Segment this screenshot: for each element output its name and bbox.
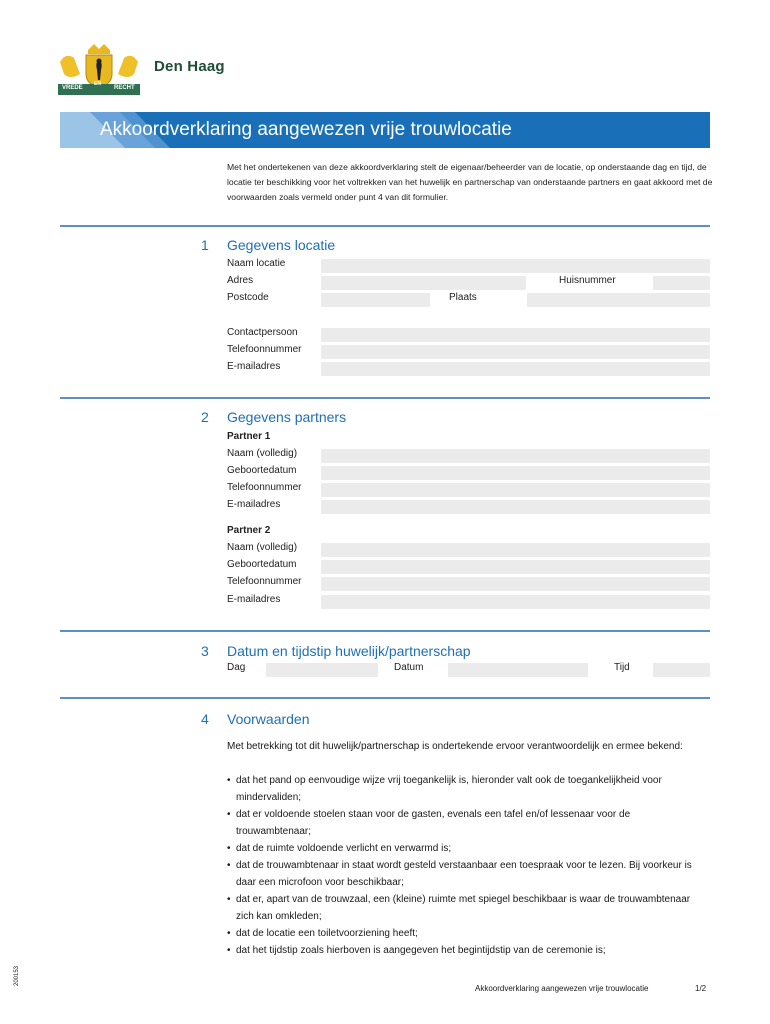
- tijd-field[interactable]: [653, 663, 710, 677]
- naam-locatie-field[interactable]: [321, 259, 710, 273]
- adres-label: Adres: [227, 275, 254, 286]
- locatie-email-field[interactable]: [321, 362, 710, 376]
- partner-2-heading: Partner 2: [227, 525, 271, 536]
- section-divider: [60, 225, 710, 227]
- partner-1-telefoon-field[interactable]: [321, 483, 710, 497]
- crest-ribbon-vrede: VREDE: [62, 85, 83, 91]
- contactpersoon-label: Contactpersoon: [227, 327, 298, 338]
- partner-2-email-label: E-mailadres: [227, 594, 281, 605]
- voorwaarden-list: [227, 772, 707, 959]
- section-3-title: Datum en tijdstip huwelijk/partnerschap: [227, 643, 471, 659]
- brand-name: Den Haag: [154, 58, 225, 75]
- section-3-number: 3: [201, 643, 209, 659]
- partner-1-telefoon-label: Telefoonnummer: [227, 482, 302, 493]
- partner-2-naam-field[interactable]: [321, 543, 710, 557]
- plaats-label: Plaats: [449, 292, 477, 303]
- partner-1-geboortedatum-label: Geboortedatum: [227, 465, 297, 476]
- locatie-email-label: E-mailadres: [227, 361, 281, 372]
- tijd-label: Tijd: [614, 662, 630, 673]
- partner-2-telefoon-field[interactable]: [321, 577, 710, 591]
- intro-text: Met het ondertekenen van deze akkoordverklaring stelt de eigenaar/beheerder van de locatie, op onderstaande dag en tijd, de locatie ter beschikking voor het voltrekken van het huwelijk en partnerschap van onderstaande partners en gaat akkoord met de voorwaarden zoals vermeld onder punt 4 van dit formulier.: [227, 162, 713, 202]
- datum-field[interactable]: [448, 663, 588, 677]
- voorwaarden-intro: Met betrekking tot dit huwelijk/partnerschap is ondertekende ervoor verantwoordelijk en ermee bekend:: [227, 741, 683, 752]
- huisnummer-field[interactable]: [653, 276, 710, 290]
- partner-2-telefoon-label: Telefoonnummer: [227, 576, 302, 587]
- page-title: Akkoordverklaring aangewezen vrije trouwlocatie: [100, 119, 512, 140]
- locatie-telefoon-label: Telefoonnummer: [227, 344, 302, 355]
- section-2-number: 2: [201, 409, 209, 425]
- postcode-label: Postcode: [227, 292, 269, 303]
- section-1-title: Gegevens locatie: [227, 237, 336, 253]
- partner-1-email-label: E-mailadres: [227, 499, 281, 510]
- document-code: 200153: [14, 965, 20, 986]
- list-item: • dat er voldoende stoelen staan voor de gasten, evenals een tafel en/of lessenaar voor de trouwambtenaar;: [227, 806, 707, 840]
- naam-locatie-label: Naam locatie: [227, 258, 286, 269]
- dag-field[interactable]: [266, 663, 378, 677]
- partner-2-naam-label: Naam (volledig): [227, 542, 298, 553]
- adres-field[interactable]: [321, 276, 526, 290]
- crest-ribbon-en: EN: [94, 81, 101, 87]
- den-haag-crest-logo: [58, 44, 140, 96]
- list-item: • dat de ruimte voldoende verlicht en verwarmd is;: [227, 840, 707, 857]
- datum-label: Datum: [394, 662, 424, 673]
- partner-1-naam-field[interactable]: [321, 449, 710, 463]
- huisnummer-label: Huisnummer: [559, 275, 616, 286]
- list-item: • dat er, apart van de trouwzaal, een (kleine) ruimte met spiegel beschikbaar is waar de trouwambtenaar zich kan omkleden;: [227, 891, 707, 925]
- section-4-number: 4: [201, 711, 209, 727]
- crest-ribbon-recht: RECHT: [114, 85, 135, 91]
- partner-2-geboortedatum-field[interactable]: [321, 560, 710, 574]
- section-divider: [60, 630, 710, 632]
- list-item: • dat de locatie een toiletvoorziening heeft;: [227, 925, 707, 942]
- section-1-number: 1: [201, 237, 209, 253]
- partner-1-naam-label: Naam (volledig): [227, 448, 298, 459]
- postcode-field[interactable]: [321, 293, 430, 307]
- list-item: • dat de trouwambtenaar in staat wordt gesteld verstaanbaar een toespraak voor te lezen. Bij voorkeur is daar een microfoon voor beschikbaar;: [227, 857, 707, 891]
- plaats-field[interactable]: [527, 293, 710, 307]
- page-number: 1/2: [695, 984, 707, 993]
- partner-2-geboortedatum-label: Geboortedatum: [227, 559, 297, 570]
- dag-label: Dag: [227, 662, 246, 673]
- partner-1-email-field[interactable]: [321, 500, 710, 514]
- partner-2-email-field[interactable]: [321, 595, 710, 609]
- section-divider: [60, 397, 710, 399]
- section-2-title: Gegevens partners: [227, 409, 347, 425]
- contactpersoon-field[interactable]: [321, 328, 710, 342]
- locatie-telefoon-field[interactable]: [321, 345, 710, 359]
- section-divider: [60, 697, 710, 699]
- partner-1-geboortedatum-field[interactable]: [321, 466, 710, 480]
- partner-1-heading: Partner 1: [227, 431, 271, 442]
- list-item: • dat het pand op eenvoudige wijze vrij toegankelijk is, hieronder valt ook de toegankelijkheid voor mindervaliden;: [227, 772, 707, 806]
- footer-title: Akkoordverklaring aangewezen vrije trouwlocatie: [475, 984, 649, 993]
- list-item: • dat het tijdstip zoals hierboven is aangegeven het begintijdstip van de ceremonie is;: [227, 942, 707, 959]
- section-4-title: Voorwaarden: [227, 711, 310, 727]
